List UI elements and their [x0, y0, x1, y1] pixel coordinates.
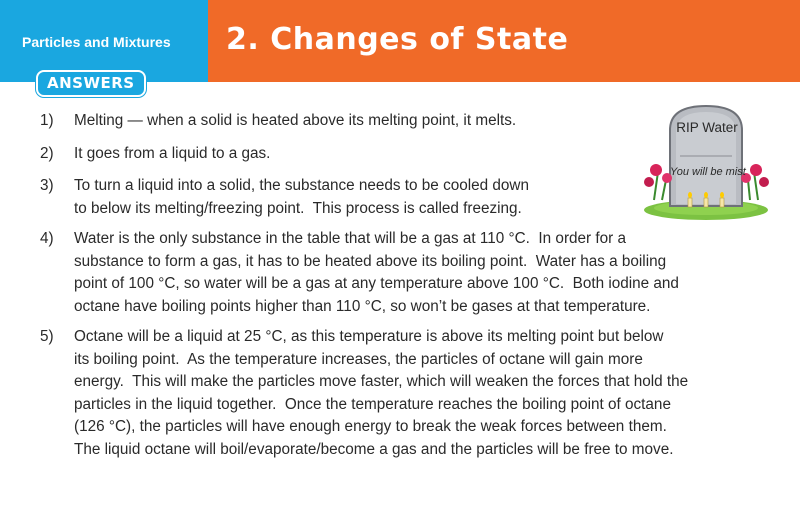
tombstone-illustration [636, 100, 776, 222]
page-title: 2. Changes of State [226, 22, 569, 57]
answer-line: energy. This will make the particles move faster, which will weaken the forces that hold the [74, 373, 689, 390]
answer-line: octane have boiling points higher than 110 °C, so won’t be gases at that temperature. [74, 297, 651, 315]
answer-number: 5) [40, 328, 54, 345]
answer-number: 4) [40, 230, 54, 247]
answer-number: 3) [40, 177, 54, 194]
answer-line: particles in the liquid together. Once the temperature reaches the boiling point of octane [74, 395, 671, 413]
answer-line: Octane will be a liquid at 25 °C, as this temperature is above its melting point but below [74, 328, 664, 345]
answer-line: substance to form a gas, it has to be heated above its boiling point. Water has a boiling [74, 252, 667, 270]
answer-number: 2) [40, 145, 54, 162]
answer-line: (126 °C), the particles will have enough energy to break the weak forces between them. [74, 418, 667, 435]
answer-line: It goes from a liquid to a gas. [74, 145, 271, 162]
tombstone-graphic [636, 100, 776, 222]
answer-line: Melting — when a solid is heated above its melting point, it melts. [74, 112, 517, 129]
answer-line: to below its melting/freezing point. This process is called freezing. [74, 199, 522, 217]
answer-line: point of 100 °C, so water will be a gas at any temperature above 100 °C. Both iodine and [74, 275, 679, 292]
topic-label: Particles and Mixtures [22, 34, 171, 50]
answer-line: Water is the only substance in the table that will be a gas at 110 °C. In order for a [74, 230, 627, 247]
tombstone-epitaph: You will be mist [670, 166, 746, 178]
answer-line: To turn a liquid into a solid, the substance needs to be cooled down [74, 177, 529, 194]
answer-line: The liquid octane will boil/evaporate/become a gas and the particles will be free to move. [74, 440, 674, 458]
answer-line: its boiling point. As the temperature increases, the particles of octane will gain more [74, 350, 643, 368]
tombstone-title: RIP Water [676, 120, 738, 135]
answers-badge: ANSWERS [36, 70, 146, 97]
answer-number: 1) [40, 112, 54, 129]
